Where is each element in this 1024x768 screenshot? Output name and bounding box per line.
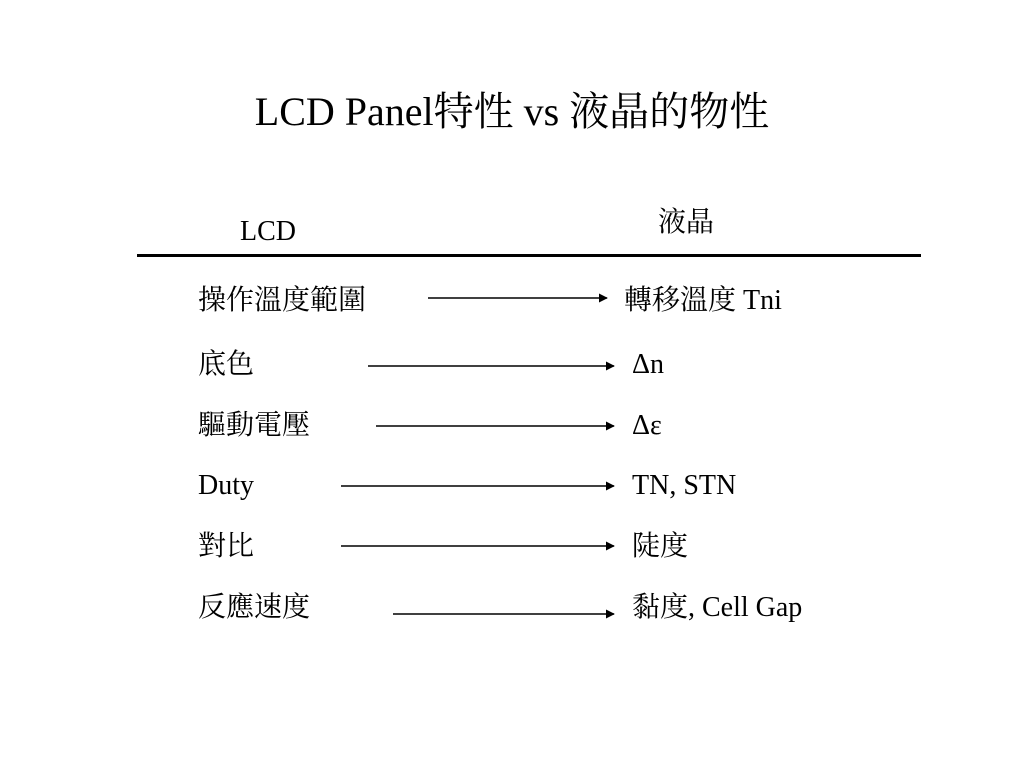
lcd-property-operating-temperature: 操作溫度範圍 xyxy=(198,285,367,316)
lcd-property-response-speed: 反應速度 xyxy=(198,592,311,623)
lcd-property-contrast: 對比 xyxy=(198,531,255,562)
lcd-property-drive-voltage: 驅動電壓 xyxy=(198,410,311,441)
lc-property-birefringence: Δn xyxy=(632,349,665,380)
lc-property-transition-temperature: 轉移溫度 Tni xyxy=(624,285,782,316)
lcd-column-header: LCD xyxy=(240,216,296,247)
lcd-property-background-color: 底色 xyxy=(198,349,255,380)
lcd-property-duty: Duty xyxy=(198,470,254,501)
lc-property-viscosity-cell-gap: 黏度, Cell Gap xyxy=(632,592,803,623)
lc-property-steepness: 陡度 xyxy=(632,531,689,562)
lc-property-dielectric-anisotropy: Δε xyxy=(632,410,662,441)
lc-property-mode: TN, STN xyxy=(632,470,737,501)
slide-title: LCD Panel特性 vs 液晶的物性 xyxy=(254,89,770,134)
liquid-crystal-column-header: 液晶 xyxy=(658,207,715,238)
header-divider-line xyxy=(137,254,921,257)
